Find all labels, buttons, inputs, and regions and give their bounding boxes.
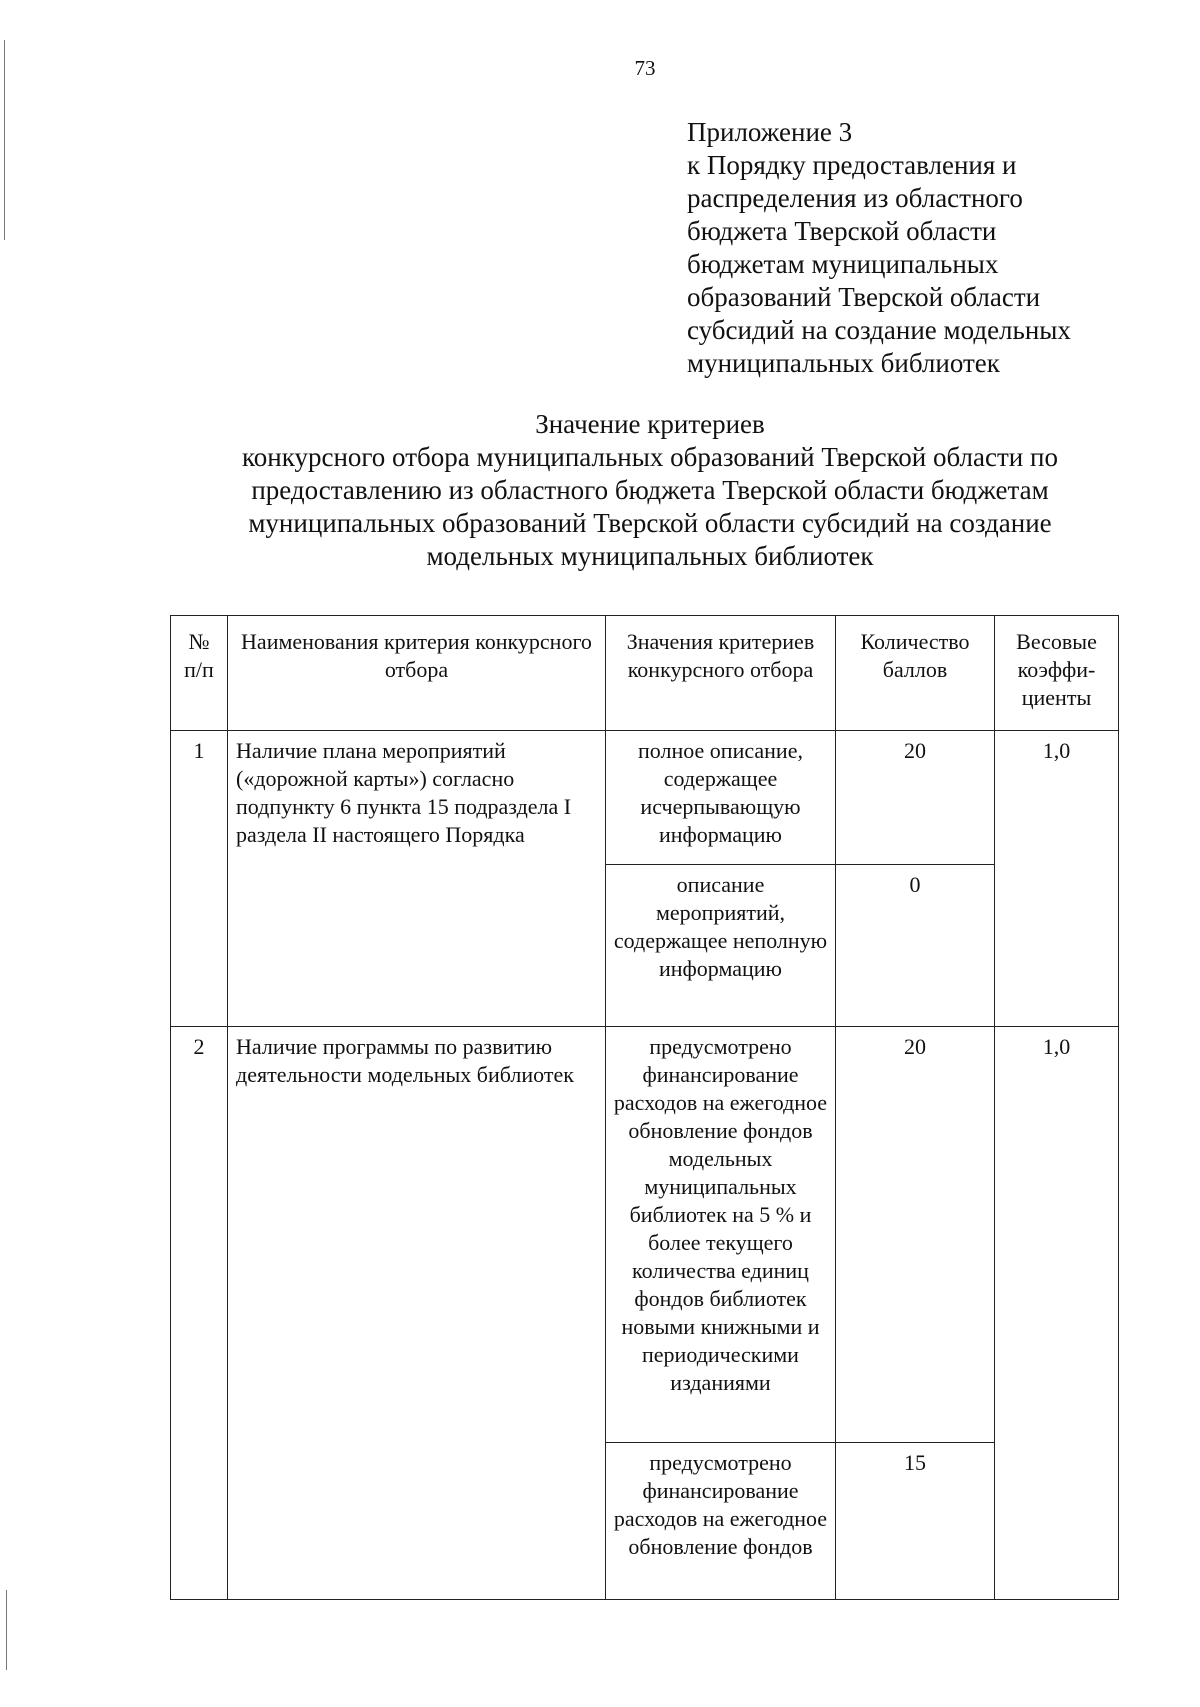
option-points: 0: [836, 865, 995, 1027]
header-weights: Весовые коэффи-циенты: [995, 616, 1119, 731]
appendix-block: [687, 116, 1147, 380]
row-criterion-name: Наличие плана мероприятий («дорожной карты») согласно подпункту 6 пункта 15 подраздела I раздела II настоящего Порядка: [228, 731, 606, 1027]
appendix-line: образований Тверской области: [687, 282, 1041, 312]
title-line: муниципальных образований Тверской области субсидий на создание: [248, 508, 1052, 538]
appendix-line: распределения из областного: [687, 183, 1023, 213]
appendix-line: муниципальных библиотек: [687, 348, 1000, 378]
option-value: полное описание, содержащее исчерпывающую информацию: [606, 731, 836, 865]
appendix-line: Приложение 3: [687, 117, 853, 147]
option-points: 20: [836, 731, 995, 865]
title-line: Значение критериев: [535, 409, 765, 439]
title-line: конкурсного отбора муниципальных образований Тверской области по: [242, 442, 1058, 472]
option-value: предусмотрено финансирование расходов на ежегодное обновление фондов модельных муниципальных библиотек на 5 % и более текущего количества единиц фондов библиотек новыми книжными и периодическими изданиями: [606, 1027, 836, 1443]
option-value: предусмотрено финансирование расходов на ежегодное обновление фондов: [606, 1443, 836, 1600]
row-num: 2: [171, 1027, 228, 1600]
title-line: предоставлению из областного бюджета Тверской области бюджетам: [251, 475, 1049, 505]
row-weight: 1,0: [995, 1027, 1119, 1600]
header-points: Количество баллов: [836, 616, 995, 731]
appendix-line: к Порядку предоставления и: [687, 150, 1017, 180]
appendix-line: бюджетам муниципальных: [687, 249, 999, 279]
appendix-line: бюджета Тверской области: [687, 216, 997, 246]
criteria-table: [170, 615, 1119, 1600]
row-criterion-name: Наличие программы по развитию деятельности модельных библиотек: [228, 1027, 606, 1600]
option-points: 15: [836, 1443, 995, 1600]
scan-edge-mark: [6, 1590, 7, 1670]
document-title: [150, 408, 1150, 573]
option-points: 20: [836, 1027, 995, 1443]
option-value: описание мероприятий, содержащее неполную информацию: [606, 865, 836, 1027]
page-number: 73: [634, 56, 656, 80]
title-line: модельных муниципальных библиотек: [426, 541, 874, 571]
row-weight: 1,0: [995, 731, 1119, 1027]
table-row: [171, 1027, 1119, 1443]
scan-edge-mark: [4, 40, 5, 240]
header-num: № п/п: [171, 616, 228, 731]
row-num: 1: [171, 731, 228, 1027]
header-criterion-values: Значения критериев конкурсного отбора: [606, 616, 836, 731]
appendix-line: субсидий на создание модельных: [687, 315, 1071, 345]
header-criterion-name: Наименования критерия конкурсного отбора: [228, 616, 606, 731]
table-row: [171, 731, 1119, 865]
table-header-row: [171, 616, 1119, 731]
